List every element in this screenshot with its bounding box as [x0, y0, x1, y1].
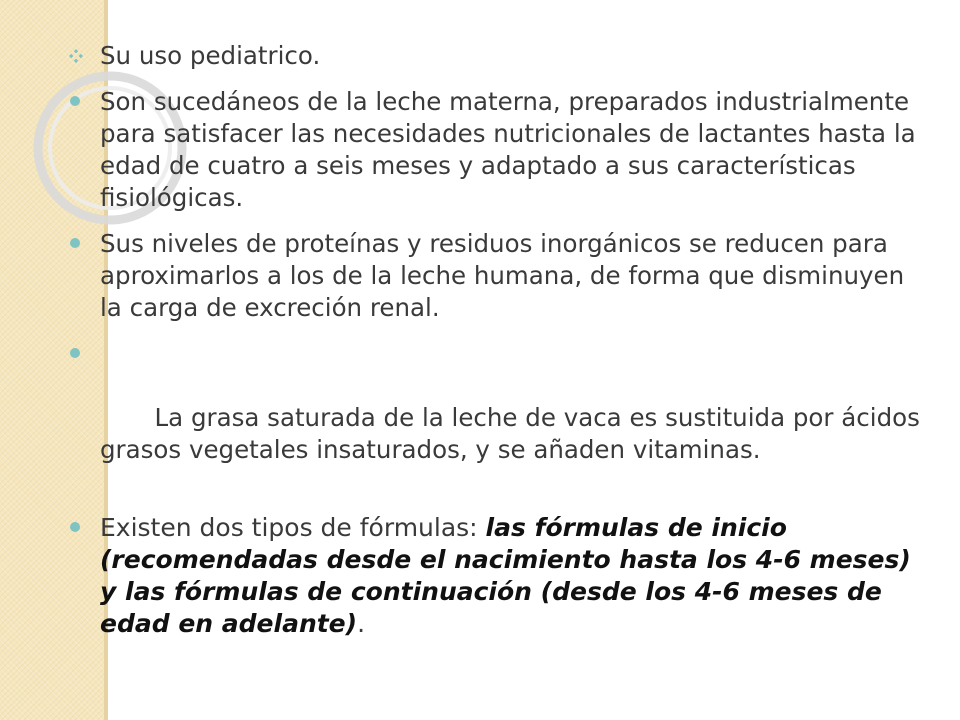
round-dot-bullet-icon [70, 522, 80, 532]
bullet-text-3: Sus niveles de proteínas y residuos inorgánicos se reducen para aproximarlos a los de la leche humana, de forma que disminuyen la carga de excreción renal. [100, 229, 905, 322]
bullet-text-5-emphasis: las fórmulas de inicio (recomendadas desde el nacimiento hasta los 4-6 meses) y las fórmulas de continuación (desde los 4-6 meses de edad en adelante) [100, 513, 911, 638]
bullet-item-5 [68, 512, 930, 640]
bullet-item-1 [68, 40, 930, 72]
bullet-list [68, 40, 930, 654]
round-dot-bullet-icon [70, 96, 80, 106]
bullet-text-5-tail: . [357, 609, 366, 638]
round-dot-bullet-icon [70, 348, 80, 358]
bullet-item-3 [68, 228, 930, 324]
round-dot-bullet-icon [70, 238, 80, 248]
bullet-text-2: Son sucedáneos de la leche materna, preparados industrialmente para satisfacer las necesidades nutricionales de lactantes hasta la edad de cuatro a seis meses y adaptado a sus características fisiológicas. [100, 87, 916, 212]
bullet-text-1: Su uso pediatrico. [100, 41, 321, 70]
four-diamond-bullet-icon [68, 48, 84, 64]
bullet-item-4 [68, 338, 930, 498]
bullet-item-2 [68, 86, 930, 214]
bullet-text-5-lead: Existen dos tipos de fórmulas: [100, 513, 486, 542]
bullet-text-4: La grasa saturada de la leche de vaca es sustituida por ácidos grasos vegetales insaturados, y se añaden vitaminas. [100, 403, 928, 464]
